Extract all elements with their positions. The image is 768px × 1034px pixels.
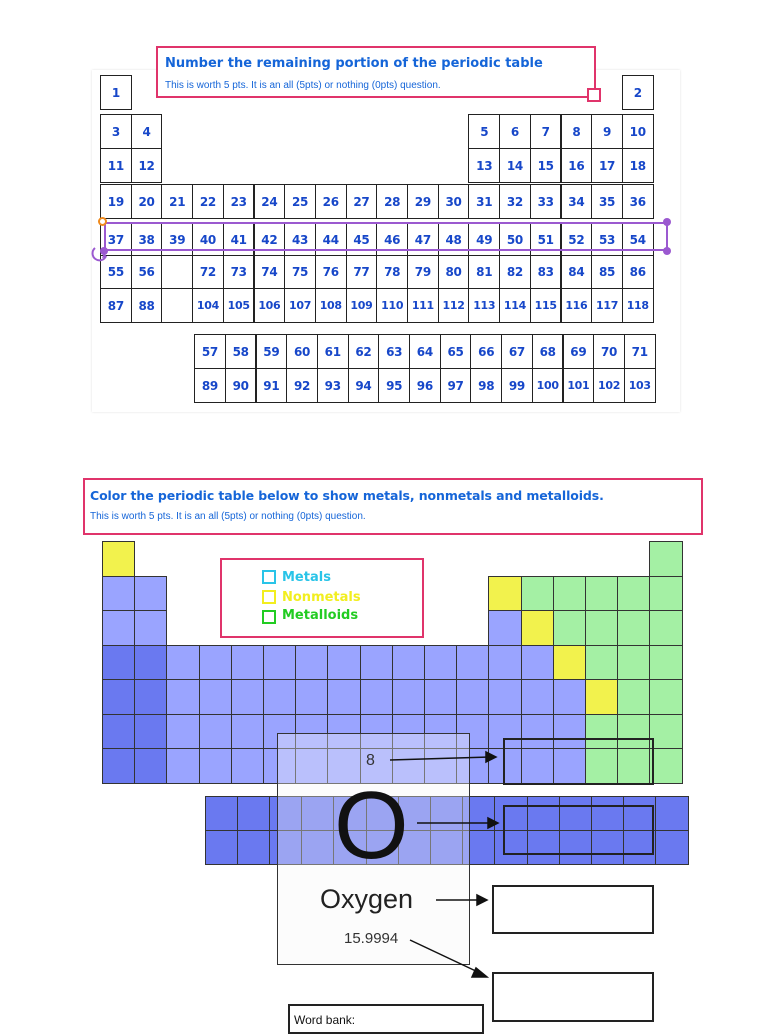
element-cell: 88 — [131, 288, 163, 323]
word-bank-label: Word bank: — [294, 1013, 356, 1027]
element-cell: 5 — [468, 114, 500, 149]
element-cell: 108 — [315, 288, 347, 323]
element-cell: 72 — [192, 255, 224, 289]
element-cell: 3 — [100, 114, 132, 149]
element-cell: 91 — [256, 368, 288, 403]
element-cell: 53 — [591, 222, 623, 257]
element-cell: 87 — [100, 288, 132, 323]
element-cell: 98 — [470, 368, 502, 403]
element-cell: 28 — [376, 184, 408, 219]
atomic-mass: 15.9994 — [344, 930, 399, 947]
element-cell: 27 — [346, 184, 378, 219]
element-cell: 24 — [254, 184, 286, 219]
element-cell: 105 — [223, 288, 255, 323]
element-cell: 70 — [593, 334, 625, 369]
element-cell: 86 — [622, 255, 654, 289]
element-cell: 103 — [624, 368, 656, 403]
element-cell: 58 — [225, 334, 257, 369]
metalloids-legend-label: Metalloids — [282, 608, 359, 623]
element-cell: 44 — [315, 222, 347, 257]
element-cell: 111 — [407, 288, 439, 323]
element-cell: 32 — [499, 184, 531, 219]
element-cell: 74 — [254, 255, 286, 289]
element-cell: 16 — [561, 148, 593, 183]
element-cell: 52 — [561, 222, 593, 257]
element-cell: 8 — [561, 114, 593, 149]
element-cell: 17 — [591, 148, 623, 183]
element-cell: 43 — [284, 222, 316, 257]
element-cell: 42 — [254, 222, 286, 257]
element-cell: 102 — [593, 368, 625, 403]
element-cell: 15 — [530, 148, 562, 183]
element-cell: 14 — [499, 148, 531, 183]
element-cell: 83 — [530, 255, 562, 289]
element-cell: 6 — [499, 114, 531, 149]
word-bank-box — [288, 1004, 484, 1034]
atomic-number: 8 — [366, 752, 375, 769]
element-cell: 82 — [499, 255, 531, 289]
element-cell: 115 — [530, 288, 562, 323]
element-cell: 106 — [254, 288, 286, 323]
element-cell: 63 — [378, 334, 410, 369]
element-cell: 55 — [100, 255, 132, 289]
element-cell: 46 — [376, 222, 408, 257]
element-cell: 93 — [317, 368, 349, 403]
element-cell: 10 — [622, 114, 654, 149]
element-cell: 25 — [284, 184, 316, 219]
element-cell: 85 — [591, 255, 623, 289]
element-cell: 45 — [346, 222, 378, 257]
element-cell: 26 — [315, 184, 347, 219]
element-cell: 4 — [131, 114, 163, 149]
element-cell: 61 — [317, 334, 349, 369]
element-cell: 90 — [225, 368, 257, 403]
element-cell: 118 — [622, 288, 654, 323]
element-cell: 38 — [131, 222, 163, 257]
element-cell: 100 — [532, 368, 564, 403]
element-cell: 68 — [532, 334, 564, 369]
section1-title: Number the remaining portion of the periodic table — [165, 56, 543, 71]
element-cell: 71 — [624, 334, 656, 369]
element-cell: 65 — [440, 334, 472, 369]
element-cell: 19 — [100, 184, 132, 219]
element-cell: 89 — [194, 368, 226, 403]
section1-subtitle: This is worth 5 pts. It is an all (5pts) or nothing (0pts) question. — [165, 80, 441, 91]
element-cell: 13 — [468, 148, 500, 183]
element-cell: 78 — [376, 255, 408, 289]
element-cell: 76 — [315, 255, 347, 289]
element-cell: 50 — [499, 222, 531, 257]
element-cell: 95 — [378, 368, 410, 403]
element-cell: 114 — [499, 288, 531, 323]
element-cell: 36 — [622, 184, 654, 219]
element-cell: 99 — [501, 368, 533, 403]
element-cell: 23 — [223, 184, 255, 219]
element-cell: 84 — [561, 255, 593, 289]
element-cell: 101 — [563, 368, 595, 403]
element-cell: 21 — [161, 184, 193, 219]
element-cell: 41 — [223, 222, 255, 257]
element-cell: 96 — [409, 368, 441, 403]
element-cell: 69 — [563, 334, 595, 369]
element-cell: 109 — [346, 288, 378, 323]
element-cell: 29 — [407, 184, 439, 219]
element-cell: 94 — [348, 368, 380, 403]
element-cell: 51 — [530, 222, 562, 257]
element-cell: 11 — [100, 148, 132, 183]
element-cell: 80 — [438, 255, 470, 289]
element-cell: 110 — [376, 288, 408, 323]
element-cell: 92 — [286, 368, 318, 403]
element-cell: 81 — [468, 255, 500, 289]
element-name: Oxygen — [320, 884, 414, 914]
element-symbol: O — [334, 772, 409, 879]
element-cell: 57 — [194, 334, 226, 369]
element-cell: 31 — [468, 184, 500, 219]
section2-title: Color the periodic table below to show metals, nonmetals and metalloids. — [90, 488, 604, 503]
element-cell: 47 — [407, 222, 439, 257]
element-cell: 107 — [284, 288, 316, 323]
element-cell: 40 — [192, 222, 224, 257]
element-cell: 104 — [192, 288, 224, 323]
element-cell: 48 — [438, 222, 470, 257]
element-cell: 112 — [438, 288, 470, 323]
element-cell: 54 — [622, 222, 654, 257]
element-cell: 22 — [192, 184, 224, 219]
element-cell: 30 — [438, 184, 470, 219]
element-cell: 113 — [468, 288, 500, 323]
element-cell: 77 — [346, 255, 378, 289]
metals-legend-label: Metals — [282, 570, 331, 585]
element-cell: 20 — [131, 184, 163, 219]
nonmetals-legend-label: Nonmetals — [282, 590, 361, 605]
element-cell: 60 — [286, 334, 318, 369]
element-cell: 66 — [470, 334, 502, 369]
section2-subtitle: This is worth 5 pts. It is an all (5pts) or nothing (0pts) question. — [90, 511, 366, 522]
element-cell: 79 — [407, 255, 439, 289]
element-cell: 62 — [348, 334, 380, 369]
element-cell: 9 — [591, 114, 623, 149]
element-cell: 75 — [284, 255, 316, 289]
element-cell: 67 — [501, 334, 533, 369]
element-cell: 34 — [561, 184, 593, 219]
element-cell: 33 — [530, 184, 562, 219]
element-cell: 56 — [131, 255, 163, 289]
element-cell: 7 — [530, 114, 562, 149]
element-cell: 39 — [161, 222, 193, 257]
element-cell: 116 — [561, 288, 593, 323]
element-cell: 2 — [622, 75, 654, 110]
element-cell: 1 — [100, 75, 132, 110]
element-cell: 97 — [440, 368, 472, 403]
element-cell: 73 — [223, 255, 255, 289]
element-cell: 12 — [131, 148, 163, 183]
element-cell: 64 — [409, 334, 441, 369]
element-cell: 35 — [591, 184, 623, 219]
element-cell: 49 — [468, 222, 500, 257]
element-cell: 18 — [622, 148, 654, 183]
element-cell: 117 — [591, 288, 623, 323]
element-cell: 59 — [256, 334, 288, 369]
element-cell: 37 — [100, 222, 132, 257]
